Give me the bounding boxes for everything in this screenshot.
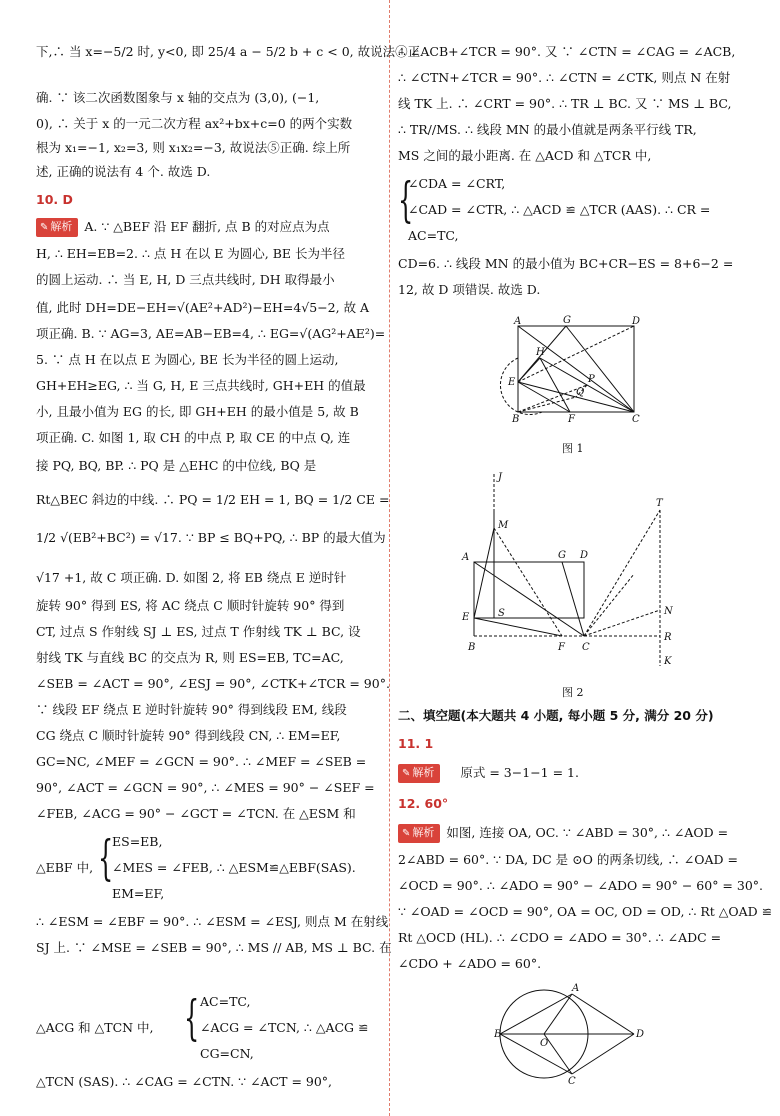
fig3-label-A: A xyxy=(572,983,580,994)
text-line: 值, 此时 DH=DE−EH=√(AE²+AD²)−EH=4√5−2, 故 A xyxy=(36,300,370,315)
brace: { xyxy=(398,172,414,228)
figure-1-caption: 图 1 xyxy=(562,442,584,455)
fig1-label-C: C xyxy=(632,414,640,425)
text-line: △EBF 中, xyxy=(36,860,94,875)
text-line: Rt △OCD (HL). ∴ ∠CDO = ∠ADO = 30°. ∴ ∠ADC = xyxy=(398,930,722,945)
system-line: ∠CAD = ∠CTR, ∴ △ACD ≌ △TCR (AAS). ∴ CR = xyxy=(408,202,711,217)
text-line: CG 绕点 C 顺时针旋转 90° 得到线段 CN, ∴ EM=EF, xyxy=(36,728,341,743)
explanation-badge: ✎ 解析 xyxy=(36,218,78,237)
system-line: CG=CN, xyxy=(200,1046,254,1061)
system-line: AC=TC, xyxy=(408,228,459,243)
fig1-label-P: P xyxy=(588,374,595,385)
fig1-label-F: F xyxy=(568,414,575,425)
fig2-label-R: R xyxy=(664,632,672,643)
fig2-label-J: J xyxy=(498,472,503,483)
text-line: △TCN (SAS). ∴ ∠CAG = ∠CTN. ∵ ∠ACT = 90°, xyxy=(36,1074,333,1089)
fig2-label-M: M xyxy=(498,520,509,531)
fig2-label-E: E xyxy=(462,612,470,623)
brace: { xyxy=(98,830,114,886)
text-line: Rt△BEC 斜边的中线. ∴ PQ = 1/2 EH = 1, BQ = 1/2 CE = xyxy=(36,492,390,507)
figure-1 xyxy=(488,312,748,430)
fig1-label-E: E xyxy=(508,377,516,388)
text-line: ∵ 线段 EF 绕点 E 逆时针旋转 90° 得到线段 EM, 线段 xyxy=(36,702,347,717)
text-line: 小, 且最小值为 EG 的长, 即 GH+EH 的最小值是 5, 故 B xyxy=(36,404,359,419)
fig1-label-A: A xyxy=(514,316,522,327)
fig2-label-A: A xyxy=(462,552,470,563)
text-line: 12, 故 D 项错误. 故选 D. xyxy=(398,282,541,297)
explanation-line: ✎ 解析 原式 = 3−1−1 = 1. xyxy=(398,764,579,783)
text-line: △ACG 和 △TCN 中, xyxy=(36,1020,154,1035)
fig1-label-G: G xyxy=(563,315,571,326)
explanation-badge: ✎ 解析 xyxy=(398,824,440,843)
pen-icon: ✎ xyxy=(402,768,411,779)
answer-11: 11. 1 xyxy=(398,736,434,751)
explanation-line: ✎ 解析 A. ∵ △BEF 沿 EF 翻折, 点 B 的对应点为点 xyxy=(36,218,330,237)
system-line: EM=EF, xyxy=(112,886,165,901)
text-line: 射线 TK 与直线 BC 的交点为 R, 则 ES=EB, TC=AC, xyxy=(36,650,344,665)
system-line: ∠MES = ∠FEB, ∴ △ESM≌△EBF(SAS). xyxy=(112,860,356,875)
text-line: 2∠ABD = 60°. ∵ DA, DC 是 ⊙O 的两条切线, ∴ ∠OAD = xyxy=(398,852,738,867)
fig3-label-D: D xyxy=(636,1029,645,1040)
text-line: GC=NC, ∠MEF = ∠GCN = 90°. ∴ ∠MEF = ∠SEB = xyxy=(36,754,367,769)
text-line: ∴ ∠CTN+∠TCR = 90°. ∴ ∠CTN = ∠CTK, 则点 N 在射 xyxy=(398,70,731,85)
brace: { xyxy=(184,990,200,1046)
fig2-label-K: K xyxy=(664,656,672,667)
system-line: AC=TC, xyxy=(200,994,251,1009)
fig2-label-T: T xyxy=(656,498,663,509)
fig2-label-D: D xyxy=(580,550,589,561)
text-line: 确. ∵ 该二次函数图象与 x 轴的交点为 (3,0), (−1, xyxy=(36,90,320,105)
figure-2 xyxy=(454,470,714,670)
text-line: ∠FEB, ∠ACG = 90° − ∠GCT = ∠TCN. 在 △ESM 和 xyxy=(36,806,356,821)
text-line: GH+EH≥EG, ∴ 当 G, H, E 三点共线时, GH+EH 的值最 xyxy=(36,378,366,393)
text-line: 的圆上运动. ∴ 当 E, H, D 三点共线时, DH 取得最小 xyxy=(36,272,335,287)
text-line: √17 +1, 故 C 项正确. D. 如图 2, 将 EB 绕点 E 逆时针 xyxy=(36,570,347,585)
system-line: ∠CDA = ∠CRT, xyxy=(408,176,506,191)
text-line: 0), ∴ 关于 x 的一元二次方程 ax²+bx+c=0 的两个实数 xyxy=(36,116,353,131)
text-line: ∠CDO + ∠ADO = 60°. xyxy=(398,956,542,971)
text-line: ∴ TR//MS. ∴ 线段 MN 的最小值就是两条平行线 TR, xyxy=(398,122,697,137)
figure-3 xyxy=(494,980,654,1084)
fig1-label-B: B xyxy=(512,414,520,425)
text-line: H, ∴ EH=EB=2. ∴ 点 H 在以 E 为圆心, BE 长为半径 xyxy=(36,246,346,261)
fig2-label-F: F xyxy=(558,642,565,653)
system-line: ∠ACG = ∠TCN, ∴ △ACG ≌ xyxy=(200,1020,369,1035)
fig3-label-C: C xyxy=(568,1076,576,1084)
text-line: 线 TK 上. ∴ ∠CRT = 90°. ∴ TR ⊥ BC. 又 ∵ MS ⊥ BC, xyxy=(398,96,732,111)
explanation-line: ✎ 解析 如图, 连接 OA, OC. ∵ ∠ABD = 30°, ∴ ∠AOD = xyxy=(398,824,728,843)
text-line: 接 PQ, BQ, BP. ∴ PQ 是 △EHC 的中位线, BQ 是 xyxy=(36,458,317,473)
text-line: SJ 上. ∵ ∠MSE = ∠SEB = 90°, ∴ MS // AB, MS ⊥ BC. 在 xyxy=(36,940,392,955)
fig2-label-C: C xyxy=(582,642,590,653)
text-line: 下,∴ 当 x=−5/2 时, y<0, 即 25/4 a − 5/2 b + c < 0, 故说法④正 xyxy=(36,44,421,59)
text-line: 项正确. C. 如图 1, 取 CH 的中点 P, 取 CE 的中点 Q, 连 xyxy=(36,430,351,445)
right-column xyxy=(398,0,773,1116)
answer-10: 10. D xyxy=(36,192,73,207)
text-line: CT, 过点 S 作射线 SJ ⊥ ES, 过点 T 作射线 TK ⊥ BC, 设 xyxy=(36,624,361,639)
fig2-label-N: N xyxy=(664,606,673,617)
text-line: ∵ ∠OAD = ∠OCD = 90°, OA = OC, OD = OD, ∴ Rt △OAD ≌ xyxy=(398,904,773,919)
system-line: ES=EB, xyxy=(112,834,163,849)
text-line: 项正确. B. ∵ AG=3, AE=AB−EB=4, ∴ EG=√(AG²+AE²)= xyxy=(36,326,386,341)
fig1-label-H: H xyxy=(536,347,545,358)
text-line: ∴ ∠ESM = ∠EBF = 90°. ∴ ∠ESM = ∠ESJ, 则点 M 在射线 xyxy=(36,914,389,929)
fig2-label-G: G xyxy=(558,550,566,561)
text-line: 1/2 √(EB²+BC²) = √17. ∵ BP ≤ BQ+PQ, ∴ BP 的最大值为 xyxy=(36,530,386,545)
text-line: ∠OCD = 90°. ∴ ∠ADO = 90° − ∠ADO = 90° − 60° = 30°. xyxy=(398,878,763,893)
fig1-label-D: D xyxy=(632,316,641,327)
text-line: ∠SEB = ∠ACT = 90°, ∠ESJ = 90°, ∠CTK+∠TCR = 90°. xyxy=(36,676,390,691)
text-line: MS 之间的最小距离. 在 △ACD 和 △TCR 中, xyxy=(398,148,652,163)
explanation-badge: ✎ 解析 xyxy=(398,764,440,783)
text-line: 旋转 90° 得到 ES, 将 AC 绕点 C 顺时针旋转 90° 得到 xyxy=(36,598,345,613)
fig2-label-S: S xyxy=(498,608,505,619)
text-line: 根为 x₁=−1, x₂=3, 则 x₁x₂=−3, 故说法⑤正确. 综上所 xyxy=(36,140,351,155)
answer-12: 12. 60° xyxy=(398,796,449,811)
fig3-label-O: O xyxy=(540,1038,549,1049)
text-line: 述, 正确的说法有 4 个. 故选 D. xyxy=(36,164,211,179)
figure-2-caption: 图 2 xyxy=(562,686,584,699)
fig3-label-B: B xyxy=(494,1029,502,1040)
pen-icon: ✎ xyxy=(40,222,49,233)
fig1-label-Q: Q xyxy=(576,387,585,398)
text-line: CD=6. ∴ 线段 MN 的最小值为 BC+CR−ES = 8+6−2 = xyxy=(398,256,734,271)
fig2-label-B: B xyxy=(468,642,476,653)
text-line: 5. ∵ 点 H 在以点 E 为圆心, BE 长为半径的圆上运动, xyxy=(36,352,339,367)
section-2-heading: 二、填空题(本大题共 4 小题, 每小题 5 分, 满分 20 分) xyxy=(398,708,714,723)
pen-icon: ✎ xyxy=(402,828,411,839)
text-line: ∴ ∠ACB+∠TCR = 90°. 又 ∵ ∠CTN = ∠CAG = ∠ACB, xyxy=(398,44,736,59)
text-line: 90°, ∠ACT = ∠GCN = 90°, ∴ ∠MES = 90° − ∠SEF = xyxy=(36,780,375,795)
